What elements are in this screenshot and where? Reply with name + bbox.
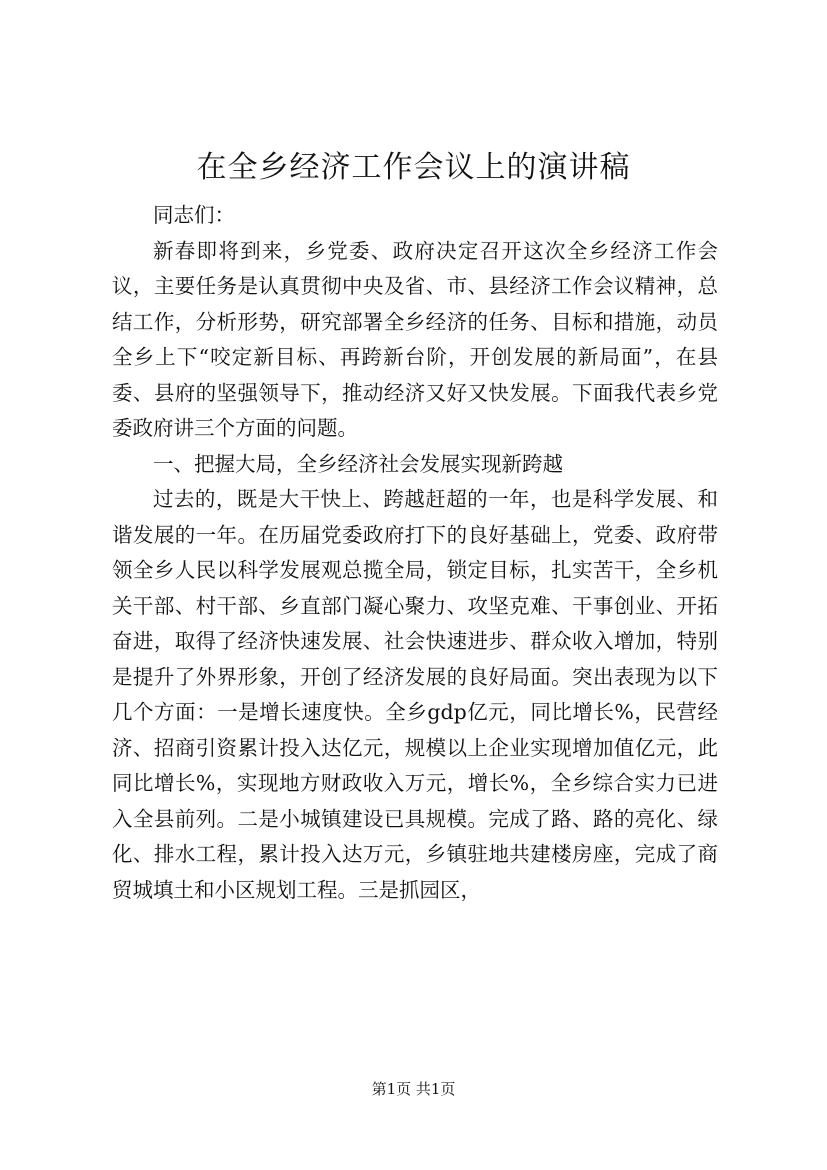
document-body: [112, 198, 718, 908]
greeting: 同志们：: [153, 203, 235, 227]
document-title: 在全乡经济工作会议上的演讲稿: [196, 150, 631, 185]
page-footer: 第1页 共1页: [371, 1080, 456, 1098]
section-heading-1: 一、把握大局，全乡经济社会发展实现新跨越: [153, 451, 563, 476]
paragraph-intro: 新春即将到来，乡党委、政府决定召开这次全乡经济工作会议，主要任务是认真贯彻中央及省、市、县经济工作会议精神，总结工作，分析形势，研究部署全乡经济的任务、目标和措施，动员全乡上下“咬定新目标、再跨新台阶，开创发展的新局面”，在县委、县府的坚强领导下，推动经济又好又快发展。下面我代表乡党委政府讲三个方面的问题。: [112, 238, 718, 440]
paragraph-review: 过去的，既是大干快上、跨越赶超的一年，也是科学发展、和谐发展的一年。在历届党委政府打下的良好基础上，党委、政府带领全乡人民以科学发展观总揽全局，锁定目标，扎实苦干，全乡机关干部、村干部、乡直部门凝心聚力、攻坚克难、干事创业、开拓奋进，取得了经济快速发展、社会快速进步、群众收入增加，特别是提升了外界形象，开创了经济发展的良好局面。突出表现为以下几个方面：一是增长速度快。全乡gdp亿元，同比增长%，民营经济、招商引资累计投入达亿元，规模以上企业实现增加值亿元，此同比增长%，实现地方财政收入万元，增长%，全乡综合实力已进入全县前列。二是小城镇建设已具规模。完成了路、路的亮化、绿化、排水工程，累计投入达万元，乡镇驻地共建楼房座，完成了商贸城填土和小区规划工程。三是抓园区，: [112, 487, 718, 902]
